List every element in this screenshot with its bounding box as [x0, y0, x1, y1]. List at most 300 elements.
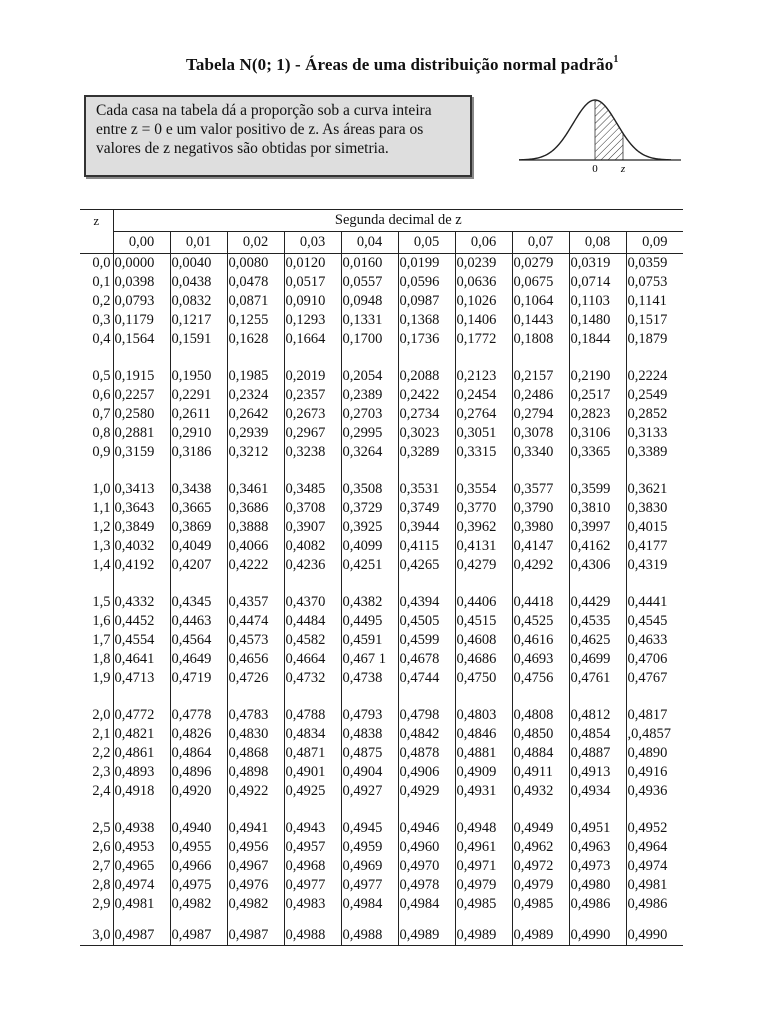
- area-value-cell: 0,4505: [398, 612, 455, 631]
- area-value-cell: 0,4974: [113, 876, 170, 895]
- second-decimal-header: Segunda decimal de z: [113, 210, 683, 232]
- table-row: [80, 349, 683, 386]
- area-value-cell: 0,4664: [284, 650, 341, 669]
- area-value-cell: 0,4967: [227, 857, 284, 876]
- area-value-cell: 0,0160: [341, 254, 398, 274]
- area-value-cell: 0,4980: [569, 876, 626, 895]
- area-value-cell: 0,4177: [626, 537, 683, 556]
- area-value-cell: 0,4966: [170, 857, 227, 876]
- table-row: [80, 273, 683, 292]
- area-value-cell: 0,3599: [569, 462, 626, 499]
- area-value-cell: 0,4941: [227, 801, 284, 838]
- normal-distribution-table: [80, 209, 683, 946]
- area-value-cell: 0,3438: [170, 462, 227, 499]
- z-value-cell: 0,6: [92, 387, 111, 403]
- z-value-cell: 1,1: [92, 500, 111, 516]
- area-value-cell: 0,2642: [227, 405, 284, 424]
- area-value-cell: 0,4898: [227, 763, 284, 782]
- area-value-cell: 0,1103: [569, 292, 626, 311]
- area-value-cell: 0,0517: [284, 273, 341, 292]
- area-value-cell: 0,4911: [512, 763, 569, 782]
- area-value-cell: 0,4953: [113, 838, 170, 857]
- area-value-cell: 0,4959: [341, 838, 398, 857]
- table-row: [80, 763, 683, 782]
- area-value-cell: 0,4726: [227, 669, 284, 688]
- area-value-cell: 0,4441: [626, 575, 683, 612]
- area-value-cell: 0,4956: [227, 838, 284, 857]
- area-value-cell: 0,4292: [512, 556, 569, 575]
- area-value-cell: 0,2054: [341, 349, 398, 386]
- area-value-cell: 0,4979: [512, 876, 569, 895]
- area-value-cell: 0,4625: [569, 631, 626, 650]
- area-value-cell: 0,1700: [341, 330, 398, 349]
- area-value-cell: 0,4975: [170, 876, 227, 895]
- area-value-cell: 0,3907: [284, 518, 341, 537]
- area-value-cell: 0,4913: [569, 763, 626, 782]
- area-value-cell: 0,2123: [455, 349, 512, 386]
- area-value-cell: 0,4834: [284, 725, 341, 744]
- area-value-cell: 0,4515: [455, 612, 512, 631]
- area-value-cell: 0,4192: [113, 556, 170, 575]
- area-value-cell: 0,4871: [284, 744, 341, 763]
- table-row: [80, 631, 683, 650]
- area-value-cell: 0,3264: [341, 443, 398, 462]
- area-value-cell: 0,4812: [569, 688, 626, 725]
- area-value-cell: 0,4987: [227, 914, 284, 946]
- area-value-cell: 0,4901: [284, 763, 341, 782]
- z-column-header: z: [80, 210, 113, 232]
- area-value-cell: 0,3508: [341, 462, 398, 499]
- table-row: [80, 669, 683, 688]
- area-value-cell: 0,4982: [227, 895, 284, 914]
- area-value-cell: 0,3830: [626, 499, 683, 518]
- z-value-cell: 0,4: [92, 331, 111, 347]
- area-value-cell: 0,4706: [626, 650, 683, 669]
- area-value-cell: 0,4952: [626, 801, 683, 838]
- area-value-cell: 0,4099: [341, 537, 398, 556]
- area-value-cell: 0,4916: [626, 763, 683, 782]
- area-value-cell: 0,4452: [113, 612, 170, 631]
- area-value-cell: 0,3810: [569, 499, 626, 518]
- area-value-cell: 0,1664: [284, 330, 341, 349]
- area-value-cell: 0,4641: [113, 650, 170, 669]
- area-value-cell: 0,2517: [569, 386, 626, 405]
- area-value-cell: 0,4977: [341, 876, 398, 895]
- area-value-cell: 0,4971: [455, 857, 512, 876]
- z-value-cell: 1,9: [92, 670, 111, 686]
- area-value-cell: 0,1564: [113, 330, 170, 349]
- area-value-cell: 0,4946: [398, 801, 455, 838]
- z-value-cell: 0,9: [92, 444, 111, 460]
- z-value-cell: 2,5: [92, 820, 111, 836]
- area-value-cell: 0,4545: [626, 612, 683, 631]
- area-value-cell: 0,4803: [455, 688, 512, 725]
- area-value-cell: 0,0040: [170, 254, 227, 274]
- area-value-cell: 0,3997: [569, 518, 626, 537]
- table-row: [80, 612, 683, 631]
- table-row: [80, 405, 683, 424]
- area-value-cell: 0,4920: [170, 782, 227, 801]
- area-value-cell: 0,4949: [512, 801, 569, 838]
- area-value-cell: 0,1179: [113, 311, 170, 330]
- area-value-cell: 0,4750: [455, 669, 512, 688]
- area-value-cell: 0,4656: [227, 650, 284, 669]
- area-value-cell: 0,4987: [113, 914, 170, 946]
- area-value-cell: 0,4032: [113, 537, 170, 556]
- table-row: [80, 292, 683, 311]
- area-value-cell: 0,2291: [170, 386, 227, 405]
- area-value-cell: 0,3212: [227, 443, 284, 462]
- area-value-cell: 0,4973: [569, 857, 626, 876]
- info-line: entre z = 0 e um valor positivo de z. As áreas para os: [96, 121, 424, 138]
- area-value-cell: 0,4984: [341, 895, 398, 914]
- area-value-cell: 0,0910: [284, 292, 341, 311]
- area-value-cell: 0,4418: [512, 575, 569, 612]
- area-value-cell: 0,2823: [569, 405, 626, 424]
- area-value-cell: 0,4963: [569, 838, 626, 857]
- column-header: 0,04: [341, 232, 398, 254]
- area-value-cell: 0,4830: [227, 725, 284, 744]
- area-value-cell: 0,2967: [284, 424, 341, 443]
- area-value-cell: 0,0239: [455, 254, 512, 274]
- area-value-cell: 0,4977: [284, 876, 341, 895]
- area-value-cell: 0,4406: [455, 575, 512, 612]
- area-value-cell: 0,4474: [227, 612, 284, 631]
- area-value-cell: 0,2357: [284, 386, 341, 405]
- z-value-cell: 2,4: [92, 783, 111, 799]
- area-value-cell: 0,4978: [398, 876, 455, 895]
- area-value-cell: 0,0199: [398, 254, 455, 274]
- area-value-cell: 0,0596: [398, 273, 455, 292]
- area-value-cell: 0,3729: [341, 499, 398, 518]
- area-value-cell: 0,3554: [455, 462, 512, 499]
- z-value-cell: 1,0: [92, 481, 111, 497]
- area-value-cell: 0,0948: [341, 292, 398, 311]
- area-value-cell: 0,4970: [398, 857, 455, 876]
- area-value-cell: 0,3389: [626, 443, 683, 462]
- area-value-cell: 0,2852: [626, 405, 683, 424]
- area-value-cell: 0,3925: [341, 518, 398, 537]
- area-value-cell: 0,4525: [512, 612, 569, 631]
- area-value-cell: 0,4756: [512, 669, 569, 688]
- area-value-cell: 0,1950: [170, 349, 227, 386]
- area-value-cell: 0,2794: [512, 405, 569, 424]
- area-value-cell: 0,1517: [626, 311, 683, 330]
- area-value-cell: 0,4979: [455, 876, 512, 895]
- area-value-cell: 0,4319: [626, 556, 683, 575]
- area-value-cell: 0,4370: [284, 575, 341, 612]
- area-value-cell: 0,4535: [569, 612, 626, 631]
- area-value-cell: 0,1736: [398, 330, 455, 349]
- area-value-cell: 0,2910: [170, 424, 227, 443]
- footnote-mark: 1: [613, 54, 619, 65]
- area-value-cell: 0,4945: [341, 801, 398, 838]
- area-value-cell: 0,2734: [398, 405, 455, 424]
- z-value-cell: 0,3: [92, 312, 111, 328]
- table-row: [80, 518, 683, 537]
- curve-label-z: z: [620, 163, 626, 175]
- area-value-cell: 0,4927: [341, 782, 398, 801]
- area-value-cell: 0,4808: [512, 688, 569, 725]
- curve-label-zero: 0: [592, 163, 598, 175]
- area-value-cell: 0,3621: [626, 462, 683, 499]
- column-header: 0,01: [170, 232, 227, 254]
- table-row: [80, 386, 683, 405]
- area-value-cell: 0,4988: [341, 914, 398, 946]
- area-value-cell: 0,0319: [569, 254, 626, 274]
- area-value-cell: 0,2611: [170, 405, 227, 424]
- table-row: [80, 443, 683, 462]
- area-value-cell: 0,4951: [569, 801, 626, 838]
- area-value-cell: 0,2190: [569, 349, 626, 386]
- area-value-cell: 0,4686: [455, 650, 512, 669]
- area-value-cell: 0,4767: [626, 669, 683, 688]
- area-value-cell: 0,3461: [227, 462, 284, 499]
- area-value-cell: 0,4484: [284, 612, 341, 631]
- table-row: [80, 688, 683, 725]
- area-value-cell: 0,3133: [626, 424, 683, 443]
- z-header-blank: [80, 232, 113, 254]
- area-value-cell: 0,4015: [626, 518, 683, 537]
- z-value-cell: 2,6: [92, 839, 111, 855]
- area-value-cell: 0,4904: [341, 763, 398, 782]
- z-value-cell: 3,0: [80, 914, 113, 946]
- z-value-cell: 0,1: [92, 274, 111, 290]
- z-value-cell: 0,8: [92, 425, 111, 441]
- area-value-cell: 0,4772: [113, 688, 170, 725]
- area-value-cell: 0,3888: [227, 518, 284, 537]
- area-value-cell: 0,1406: [455, 311, 512, 330]
- area-value-cell: 0,4713: [113, 669, 170, 688]
- z-value-cell: 2,9: [92, 896, 111, 912]
- area-value-cell: 0,0793: [113, 292, 170, 311]
- area-value-cell: 0,4678: [398, 650, 455, 669]
- area-value-cell: 0,0478: [227, 273, 284, 292]
- area-value-cell: 0,4783: [227, 688, 284, 725]
- area-value-cell: 0,3944: [398, 518, 455, 537]
- area-value-cell: 0,3186: [170, 443, 227, 462]
- area-value-cell: 0,0080: [227, 254, 284, 274]
- area-value-cell: 0,4940: [170, 801, 227, 838]
- area-value-cell: 0,4564: [170, 631, 227, 650]
- area-value-cell: 0,4798: [398, 688, 455, 725]
- area-value-cell: 0,4890: [626, 744, 683, 763]
- area-value-cell: 0,4864: [170, 744, 227, 763]
- area-value-cell: 0,4582: [284, 631, 341, 650]
- area-value-cell: 0,4817: [626, 688, 683, 725]
- area-value-cell: 0,4960: [398, 838, 455, 857]
- area-value-cell: 0,4875: [341, 744, 398, 763]
- area-value-cell: 0,2088: [398, 349, 455, 386]
- area-value-cell: 0,2939: [227, 424, 284, 443]
- area-value-cell: 0,1628: [227, 330, 284, 349]
- area-value-cell: 0,4985: [455, 895, 512, 914]
- area-value-cell: 0,4989: [512, 914, 569, 946]
- area-value-cell: 0,4925: [284, 782, 341, 801]
- area-value-cell: 0,1808: [512, 330, 569, 349]
- area-value-cell: 0,4633: [626, 631, 683, 650]
- area-value-cell: 0,3023: [398, 424, 455, 443]
- area-value-cell: 0,4850: [512, 725, 569, 744]
- area-value-cell: 0,4981: [113, 895, 170, 914]
- area-value-cell: 0,4793: [341, 688, 398, 725]
- area-value-cell: 0,3770: [455, 499, 512, 518]
- z-value-cell: 1,6: [92, 613, 111, 629]
- area-value-cell: 0,3078: [512, 424, 569, 443]
- area-value-cell: 0,3849: [113, 518, 170, 537]
- area-value-cell: 0,4608: [455, 631, 512, 650]
- column-header: 0,05: [398, 232, 455, 254]
- area-value-cell: 0,1331: [341, 311, 398, 330]
- area-value-cell: 0,0438: [170, 273, 227, 292]
- table-row: [80, 725, 683, 744]
- area-value-cell: 0,0557: [341, 273, 398, 292]
- area-value-cell: 0,4236: [284, 556, 341, 575]
- area-value-cell: 0,2389: [341, 386, 398, 405]
- area-value-cell: 0,1026: [455, 292, 512, 311]
- area-value-cell: 0,4955: [170, 838, 227, 857]
- area-value-cell: 0,4207: [170, 556, 227, 575]
- area-value-cell: 0,4906: [398, 763, 455, 782]
- z-value-cell: 1,5: [92, 594, 111, 610]
- area-value-cell: 0,4345: [170, 575, 227, 612]
- area-value-cell: 0,4983: [284, 895, 341, 914]
- area-value-cell: 0,4761: [569, 669, 626, 688]
- area-value-cell: 0,3708: [284, 499, 341, 518]
- area-value-cell: 0,4719: [170, 669, 227, 688]
- area-value-cell: 0,4884: [512, 744, 569, 763]
- area-value-cell: 0,3485: [284, 462, 341, 499]
- area-value-cell: 0,3315: [455, 443, 512, 462]
- area-value-cell: 0,0832: [170, 292, 227, 311]
- area-value-cell: 0,3106: [569, 424, 626, 443]
- area-value-cell: 0,0714: [569, 273, 626, 292]
- area-value-cell: 0,4896: [170, 763, 227, 782]
- area-value-cell: 0,4854: [569, 725, 626, 744]
- area-value-cell: 0,4066: [227, 537, 284, 556]
- area-value-cell: 0,4821: [113, 725, 170, 744]
- area-value-cell: 0,0120: [284, 254, 341, 274]
- area-value-cell: 0,4463: [170, 612, 227, 631]
- area-value-cell: 0,1985: [227, 349, 284, 386]
- z-value-cell: 1,4: [92, 557, 111, 573]
- area-value-cell: 0,3665: [170, 499, 227, 518]
- z-value-cell: 2,1: [92, 726, 111, 742]
- area-value-cell: 0,1443: [512, 311, 569, 330]
- area-value-cell: 0,4964: [626, 838, 683, 857]
- info-line: Cada casa na tabela dá a proporção sob a curva inteira: [96, 102, 432, 119]
- z-value-cell: 0,0: [92, 255, 111, 271]
- area-value-cell: 0,4938: [113, 801, 170, 838]
- area-value-cell: 0,4918: [113, 782, 170, 801]
- area-value-cell: 0,2157: [512, 349, 569, 386]
- table-row: [80, 537, 683, 556]
- area-value-cell: 0,4932: [512, 782, 569, 801]
- area-value-cell: 0,4732: [284, 669, 341, 688]
- area-value-cell: 0,3869: [170, 518, 227, 537]
- area-value-cell: 0,4147: [512, 537, 569, 556]
- area-value-cell: 0,3365: [569, 443, 626, 462]
- area-value-cell: 0,4881: [455, 744, 512, 763]
- table-row: [80, 424, 683, 443]
- area-value-cell: 0,4985: [512, 895, 569, 914]
- area-value-cell: 0,4699: [569, 650, 626, 669]
- area-value-cell: 0,4948: [455, 801, 512, 838]
- area-value-cell: 0,0398: [113, 273, 170, 292]
- area-value-cell: 0,4986: [569, 895, 626, 914]
- area-value-cell: 0,4162: [569, 537, 626, 556]
- z-value-cell: 2,0: [92, 707, 111, 723]
- area-value-cell: 0,0753: [626, 273, 683, 292]
- table-row: [80, 744, 683, 763]
- area-value-cell: 0,4788: [284, 688, 341, 725]
- area-value-cell: 0,2224: [626, 349, 683, 386]
- area-value-cell: 0,4981: [626, 876, 683, 895]
- area-value-cell: 0,4573: [227, 631, 284, 650]
- column-header: 0,06: [455, 232, 512, 254]
- area-value-cell: 0,0636: [455, 273, 512, 292]
- area-value-cell: 0,4988: [284, 914, 341, 946]
- table-row: [80, 311, 683, 330]
- area-value-cell: 0,2324: [227, 386, 284, 405]
- area-value-cell: 0,4778: [170, 688, 227, 725]
- area-value-cell: 0,0987: [398, 292, 455, 311]
- column-header: 0,02: [227, 232, 284, 254]
- area-value-cell: 0,467 1: [341, 650, 398, 669]
- column-header: 0,08: [569, 232, 626, 254]
- area-value-cell: 0,4987: [170, 914, 227, 946]
- area-value-cell: 0,4495: [341, 612, 398, 631]
- area-value-cell: 0,4357: [227, 575, 284, 612]
- area-value-cell: 0,3289: [398, 443, 455, 462]
- area-value-cell: 0,3643: [113, 499, 170, 518]
- area-value-cell: 0,0871: [227, 292, 284, 311]
- table-row: [80, 838, 683, 857]
- table-row: [80, 462, 683, 499]
- column-header: 0,07: [512, 232, 569, 254]
- area-value-cell: 0,1141: [626, 292, 683, 311]
- area-value-cell: 0,0279: [512, 254, 569, 274]
- area-value-cell: 0,4131: [455, 537, 512, 556]
- area-value-cell: 0,1480: [569, 311, 626, 330]
- area-value-cell: 0,4868: [227, 744, 284, 763]
- area-value-cell: 0,2580: [113, 405, 170, 424]
- area-value-cell: 0,3749: [398, 499, 455, 518]
- title-text: Tabela N(0; 1) - Áreas de uma distribuição normal padrão: [186, 55, 614, 74]
- area-value-cell: 0,4982: [170, 895, 227, 914]
- area-value-cell: 0,3686: [227, 499, 284, 518]
- column-header: 0,03: [284, 232, 341, 254]
- area-value-cell: 0,0675: [512, 273, 569, 292]
- area-value-cell: 0,4909: [455, 763, 512, 782]
- area-value-cell: 0,4989: [455, 914, 512, 946]
- area-value-cell: 0,4265: [398, 556, 455, 575]
- area-value-cell: 0,4990: [569, 914, 626, 946]
- area-value-cell: 0,4332: [113, 575, 170, 612]
- table-row: [80, 330, 683, 349]
- area-value-cell: 0,1368: [398, 311, 455, 330]
- area-value-cell: 0,4934: [569, 782, 626, 801]
- column-header: 0,00: [113, 232, 170, 254]
- area-value-cell: 0,4554: [113, 631, 170, 650]
- area-value-cell: 0,1915: [113, 349, 170, 386]
- area-value-cell: 0,2549: [626, 386, 683, 405]
- area-value-cell: 0,4115: [398, 537, 455, 556]
- area-value-cell: 0,1217: [170, 311, 227, 330]
- z-value-cell: 2,8: [92, 877, 111, 893]
- area-value-cell: 0,1879: [626, 330, 683, 349]
- area-value-cell: 0,4049: [170, 537, 227, 556]
